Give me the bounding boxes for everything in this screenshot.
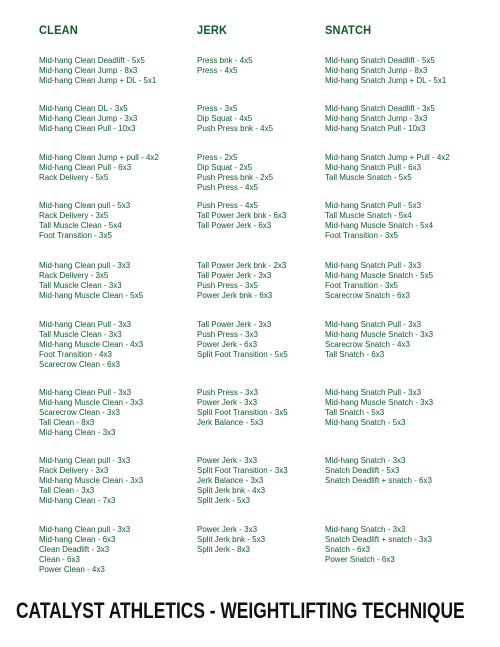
jerk-exercise: Dip Squat - 2x5	[197, 163, 253, 172]
snatch-block	[325, 261, 433, 301]
jerk-exercise: Split Foot Transition - 3x3	[197, 466, 288, 475]
clean-exercise: Mid-hang Muscle Clean - 4x3	[39, 340, 144, 349]
jerk-exercise: Push Press bnk - 4x5	[197, 124, 274, 133]
header-snatch: SNATCH	[325, 23, 372, 37]
snatch-block	[325, 56, 446, 86]
snatch-exercise: Mid-hang Snatch Pull - 3x3	[325, 261, 422, 270]
clean-exercise: Mid-hang Muscle Clean - 3x3	[39, 476, 144, 485]
clean-exercise: Mid-hang Clean Jump + pull - 4x2	[39, 153, 159, 162]
clean-block	[39, 56, 156, 86]
clean-exercise: Mid-hang Clean Jump - 3x3	[39, 114, 138, 123]
clean-exercise: Mid-hang Clean Jump - 8x3	[39, 66, 138, 75]
jerk-block	[197, 456, 288, 506]
clean-exercise: Mid-hang Clean - 6x3	[39, 535, 116, 544]
jerk-block	[197, 320, 288, 360]
clean-block	[39, 201, 130, 241]
jerk-exercise: Power Jerk - 3x3	[197, 525, 258, 534]
header-jerk: JERK	[197, 23, 228, 37]
clean-exercise: Rack Delivery - 5x5	[39, 173, 109, 182]
snatch-exercise: Mid-hang Snatch Deadlift - 5x5	[325, 56, 435, 65]
clean-exercise: Mid-hang Clean pull - 5x3	[39, 201, 131, 210]
snatch-exercise: Mid-hang Snatch - 3x3	[325, 525, 406, 534]
clean-exercise: Clean Deadlift - 3x3	[39, 545, 110, 554]
snatch-exercise: Snatch Deadlift + snatch - 3x3	[325, 535, 432, 544]
clean-exercise: Mid-hang Clean Pull - 3x3	[39, 388, 132, 397]
snatch-exercise: Mid-hang Snatch - 3x3	[325, 456, 406, 465]
clean-exercise: Mid-hang Muscle Clean - 5x5	[39, 291, 144, 300]
jerk-exercise: Split Foot Transition - 3x5	[197, 408, 288, 417]
snatch-exercise: Tall Snatch - 5x3	[325, 408, 385, 417]
clean-exercise: Mid-hang Clean Pull - 10x3	[39, 124, 136, 133]
clean-exercise: Mid-hang Clean pull - 3x3	[39, 525, 131, 534]
snatch-exercise: Scarecrow Snatch - 4x3	[325, 340, 410, 349]
snatch-exercise: Scarecrow Snatch - 6x3	[325, 291, 410, 300]
jerk-exercise: Split Jerk bnk - 5x3	[197, 535, 266, 544]
snatch-exercise: Mid-hang Muscle Snatch - 3x3	[325, 398, 434, 407]
clean-exercise: Mid-hang Clean pull - 3x3	[39, 456, 131, 465]
jerk-block	[197, 56, 253, 76]
jerk-block	[197, 388, 288, 428]
clean-block	[39, 525, 130, 575]
clean-exercise: Clean - 6x3	[39, 555, 80, 564]
snatch-block	[325, 525, 432, 565]
jerk-exercise: Push Press - 4x5	[197, 201, 258, 210]
clean-exercise: Rack Delivery - 3x5	[39, 271, 109, 280]
clean-exercise: Scarecrow Clean - 6x3	[39, 360, 120, 369]
clean-exercise: Mid-hang Clean DL - 3x5	[39, 104, 128, 113]
snatch-exercise: Foot Transition - 3x5	[325, 281, 398, 290]
jerk-exercise: Push Press - 3x3	[197, 388, 258, 397]
jerk-exercise: Push Press - 3x5	[197, 281, 258, 290]
jerk-exercise: Power Jerk - 6x3	[197, 340, 258, 349]
jerk-exercise: Dip Squat - 4x5	[197, 114, 253, 123]
snatch-exercise: Power Snatch - 6x3	[325, 555, 395, 564]
jerk-exercise: Press bnk - 4x5	[197, 56, 253, 65]
jerk-exercise: Jerk Balance - 3x3	[197, 476, 264, 485]
snatch-block	[325, 201, 433, 241]
clean-exercise: Mid-hang Clean pull - 3x3	[39, 261, 131, 270]
snatch-exercise: Tall Muscle Snatch - 5x5	[325, 173, 412, 182]
clean-exercise: Tall Clean - 3x3	[39, 486, 95, 495]
snatch-exercise: Mid-hang Snatch Deadlift - 3x5	[325, 104, 435, 113]
jerk-block	[197, 261, 286, 301]
snatch-exercise: Mid-hang Muscle Snatch - 5x4	[325, 221, 434, 230]
snatch-exercise: Tall Muscle Snatch - 5x4	[325, 211, 412, 220]
header-clean: CLEAN	[39, 23, 78, 37]
snatch-exercise: Mid-hang Snatch - 5x3	[325, 418, 406, 427]
snatch-exercise: Snatch Deadlift - 5x3	[325, 466, 400, 475]
jerk-exercise: Tall Power Jerk bnk - 6x3	[197, 211, 287, 220]
clean-exercise: Mid-hang Clean Jump + DL - 5x1	[39, 76, 157, 85]
jerk-exercise: Split Jerk bnk - 4x3	[197, 486, 266, 495]
clean-exercise: Mid-hang Clean - 7x3	[39, 496, 116, 505]
clean-block	[39, 104, 137, 134]
jerk-exercise: Tall Power Jerk - 6x3	[197, 221, 272, 230]
clean-exercise: Tall Muscle Clean - 3x3	[39, 330, 122, 339]
snatch-exercise: Mid-hang Muscle Snatch - 5x5	[325, 271, 434, 280]
jerk-exercise: Press - 4x5	[197, 66, 238, 75]
jerk-block	[197, 153, 273, 193]
jerk-exercise: Tall Power Jerk - 3x3	[197, 271, 272, 280]
jerk-exercise: Press - 2x5	[197, 153, 238, 162]
snatch-block	[325, 320, 433, 360]
clean-block	[39, 388, 143, 438]
snatch-exercise: Foot Transition - 3x5	[325, 231, 398, 240]
clean-exercise: Tall Clean - 8x3	[39, 418, 95, 427]
jerk-exercise: Power Jerk bnk - 6x3	[197, 291, 273, 300]
jerk-exercise: Power Jerk - 3x3	[197, 456, 258, 465]
jerk-exercise: Jerk Balance - 5x3	[197, 418, 264, 427]
snatch-exercise: Mid-hang Snatch Jump - 8x3	[325, 66, 428, 75]
snatch-block	[325, 388, 433, 428]
snatch-exercise: Mid-hang Snatch Pull - 3x3	[325, 320, 422, 329]
clean-exercise: Mid-hang Clean Pull - 6x3	[39, 163, 132, 172]
jerk-exercise: Press - 3x5	[197, 104, 238, 113]
snatch-exercise: Mid-hang Snatch Jump + DL - 5x1	[325, 76, 447, 85]
snatch-exercise: Mid-hang Snatch Pull - 10x3	[325, 124, 426, 133]
clean-exercise: Tall Muscle Clean - 3x3	[39, 281, 122, 290]
snatch-exercise: Mid-hang Muscle Snatch - 3x3	[325, 330, 434, 339]
jerk-exercise: Push Press bnk - 2x5	[197, 173, 274, 182]
jerk-exercise: Split Jerk - 5x3	[197, 496, 250, 505]
snatch-exercise: Mid-hang Snatch Pull - 3x3	[325, 388, 422, 397]
jerk-exercise: Tall Power Jerk bnk - 2x3	[197, 261, 287, 270]
snatch-exercise: Tall Snatch - 6x3	[325, 350, 385, 359]
clean-block	[39, 261, 143, 301]
snatch-block	[325, 456, 432, 486]
jerk-exercise: Split Jerk - 8x3	[197, 545, 250, 554]
snatch-block	[325, 104, 435, 134]
footer-title: CATALYST ATHLETICS - WEIGHTLIFTING TECHNIQUE	[16, 598, 465, 623]
jerk-block	[197, 525, 265, 555]
clean-exercise: Mid-hang Muscle Clean - 3x3	[39, 398, 144, 407]
clean-block	[39, 456, 143, 506]
jerk-exercise: Split Foot Transition - 5x5	[197, 350, 288, 359]
clean-exercise: Mid-hang Clean Deadlift - 5x5	[39, 56, 145, 65]
snatch-exercise: Mid-hang Snatch Jump + Pull - 4x2	[325, 153, 450, 162]
clean-exercise: Mid-hang Clean - 3x3	[39, 428, 116, 437]
clean-exercise: Mid-hang Clean Pull - 3x3	[39, 320, 132, 329]
clean-exercise: Power Clean - 4x3	[39, 565, 105, 574]
jerk-exercise: Tall Power Jerk - 3x3	[197, 320, 272, 329]
clean-exercise: Rack Delivery - 3x3	[39, 466, 109, 475]
clean-exercise: Tall Muscle Clean - 5x4	[39, 221, 122, 230]
snatch-exercise: Mid-hang Snatch Pull - 6x3	[325, 163, 422, 172]
snatch-exercise: Snatch Deadlift + snatch - 6x3	[325, 476, 432, 485]
clean-exercise: Rack Delivery - 3x5	[39, 211, 109, 220]
clean-block	[39, 153, 159, 183]
snatch-exercise: Snatch - 6x3	[325, 545, 370, 554]
clean-exercise: Scarecrow Clean - 3x3	[39, 408, 120, 417]
snatch-block	[325, 153, 450, 183]
snatch-exercise: Mid-hang Snatch Jump - 3x3	[325, 114, 428, 123]
jerk-exercise: Push Press - 3x3	[197, 330, 258, 339]
snatch-exercise: Mid-hang Snatch Pull - 5x3	[325, 201, 422, 210]
jerk-exercise: Push Press - 4x5	[197, 183, 258, 192]
jerk-exercise: Power Jerk - 3x3	[197, 398, 258, 407]
clean-block	[39, 320, 143, 370]
jerk-block	[197, 201, 286, 231]
clean-exercise: Foot Transition - 3x5	[39, 231, 112, 240]
jerk-block	[197, 104, 273, 134]
clean-exercise: Foot Transition - 4x3	[39, 350, 112, 359]
